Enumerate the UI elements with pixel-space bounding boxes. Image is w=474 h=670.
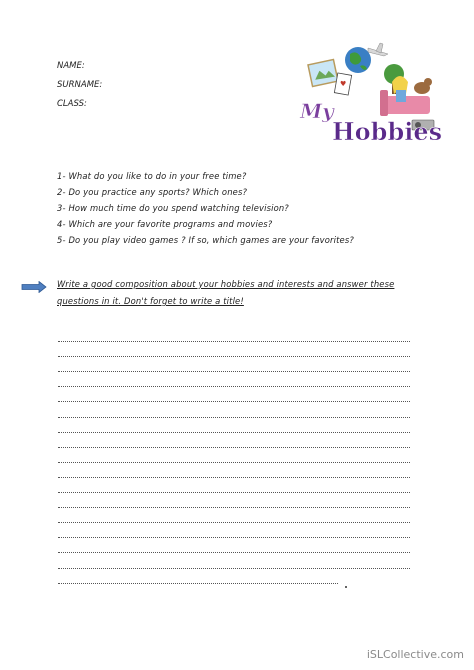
- end-dot: [345, 586, 347, 588]
- svg-text:Hobbies: Hobbies: [332, 117, 443, 146]
- arrow-right-icon: [21, 281, 47, 293]
- student-fields: [57, 57, 102, 114]
- writing-line[interactable]: [58, 402, 410, 417]
- writing-line[interactable]: [58, 357, 410, 372]
- svg-text:♥: ♥: [340, 80, 347, 88]
- writing-line[interactable]: [58, 523, 410, 538]
- question-2: 2- Do you practice any sports? Which ones?: [57, 187, 248, 197]
- writing-line[interactable]: [58, 387, 410, 402]
- writing-line[interactable]: [58, 327, 410, 342]
- class-label: CLASS:: [57, 99, 87, 109]
- svg-text:My: My: [300, 99, 334, 123]
- writing-line[interactable]: [58, 448, 410, 463]
- question-5: 5- Do you play video games ? If so, which games are your favorites?: [57, 235, 354, 245]
- watermark: iSLCollective.com: [366, 648, 464, 661]
- name-label: NAME:: [57, 61, 85, 71]
- my-hobbies-clipart: [296, 38, 444, 148]
- writing-line[interactable]: [58, 433, 410, 448]
- question-1: 1- What do you like to do in your free time?: [57, 171, 247, 181]
- writing-area[interactable]: [58, 327, 410, 584]
- writing-line[interactable]: [58, 553, 410, 568]
- writing-line[interactable]: [58, 493, 410, 508]
- question-4: 4- Which are your favorite programs and movies?: [57, 219, 273, 229]
- surname-label: SURNAME:: [57, 80, 103, 90]
- writing-line[interactable]: [58, 463, 410, 478]
- writing-line[interactable]: [58, 478, 410, 493]
- question-3: 3- How much time do you spend watching television?: [57, 203, 289, 213]
- writing-line[interactable]: [58, 342, 410, 357]
- writing-line[interactable]: [58, 372, 410, 387]
- question-list: [57, 168, 354, 248]
- composition-instruction: [57, 276, 417, 310]
- instruction-line-1: Write a good composition about your hobbies and interests and answer these: [57, 279, 395, 289]
- writing-line[interactable]: [58, 569, 338, 584]
- writing-line[interactable]: [58, 418, 410, 433]
- writing-line[interactable]: [58, 538, 410, 553]
- writing-line[interactable]: [58, 508, 410, 523]
- instruction-line-2: questions in it. Don't forget to write a title!: [57, 296, 244, 306]
